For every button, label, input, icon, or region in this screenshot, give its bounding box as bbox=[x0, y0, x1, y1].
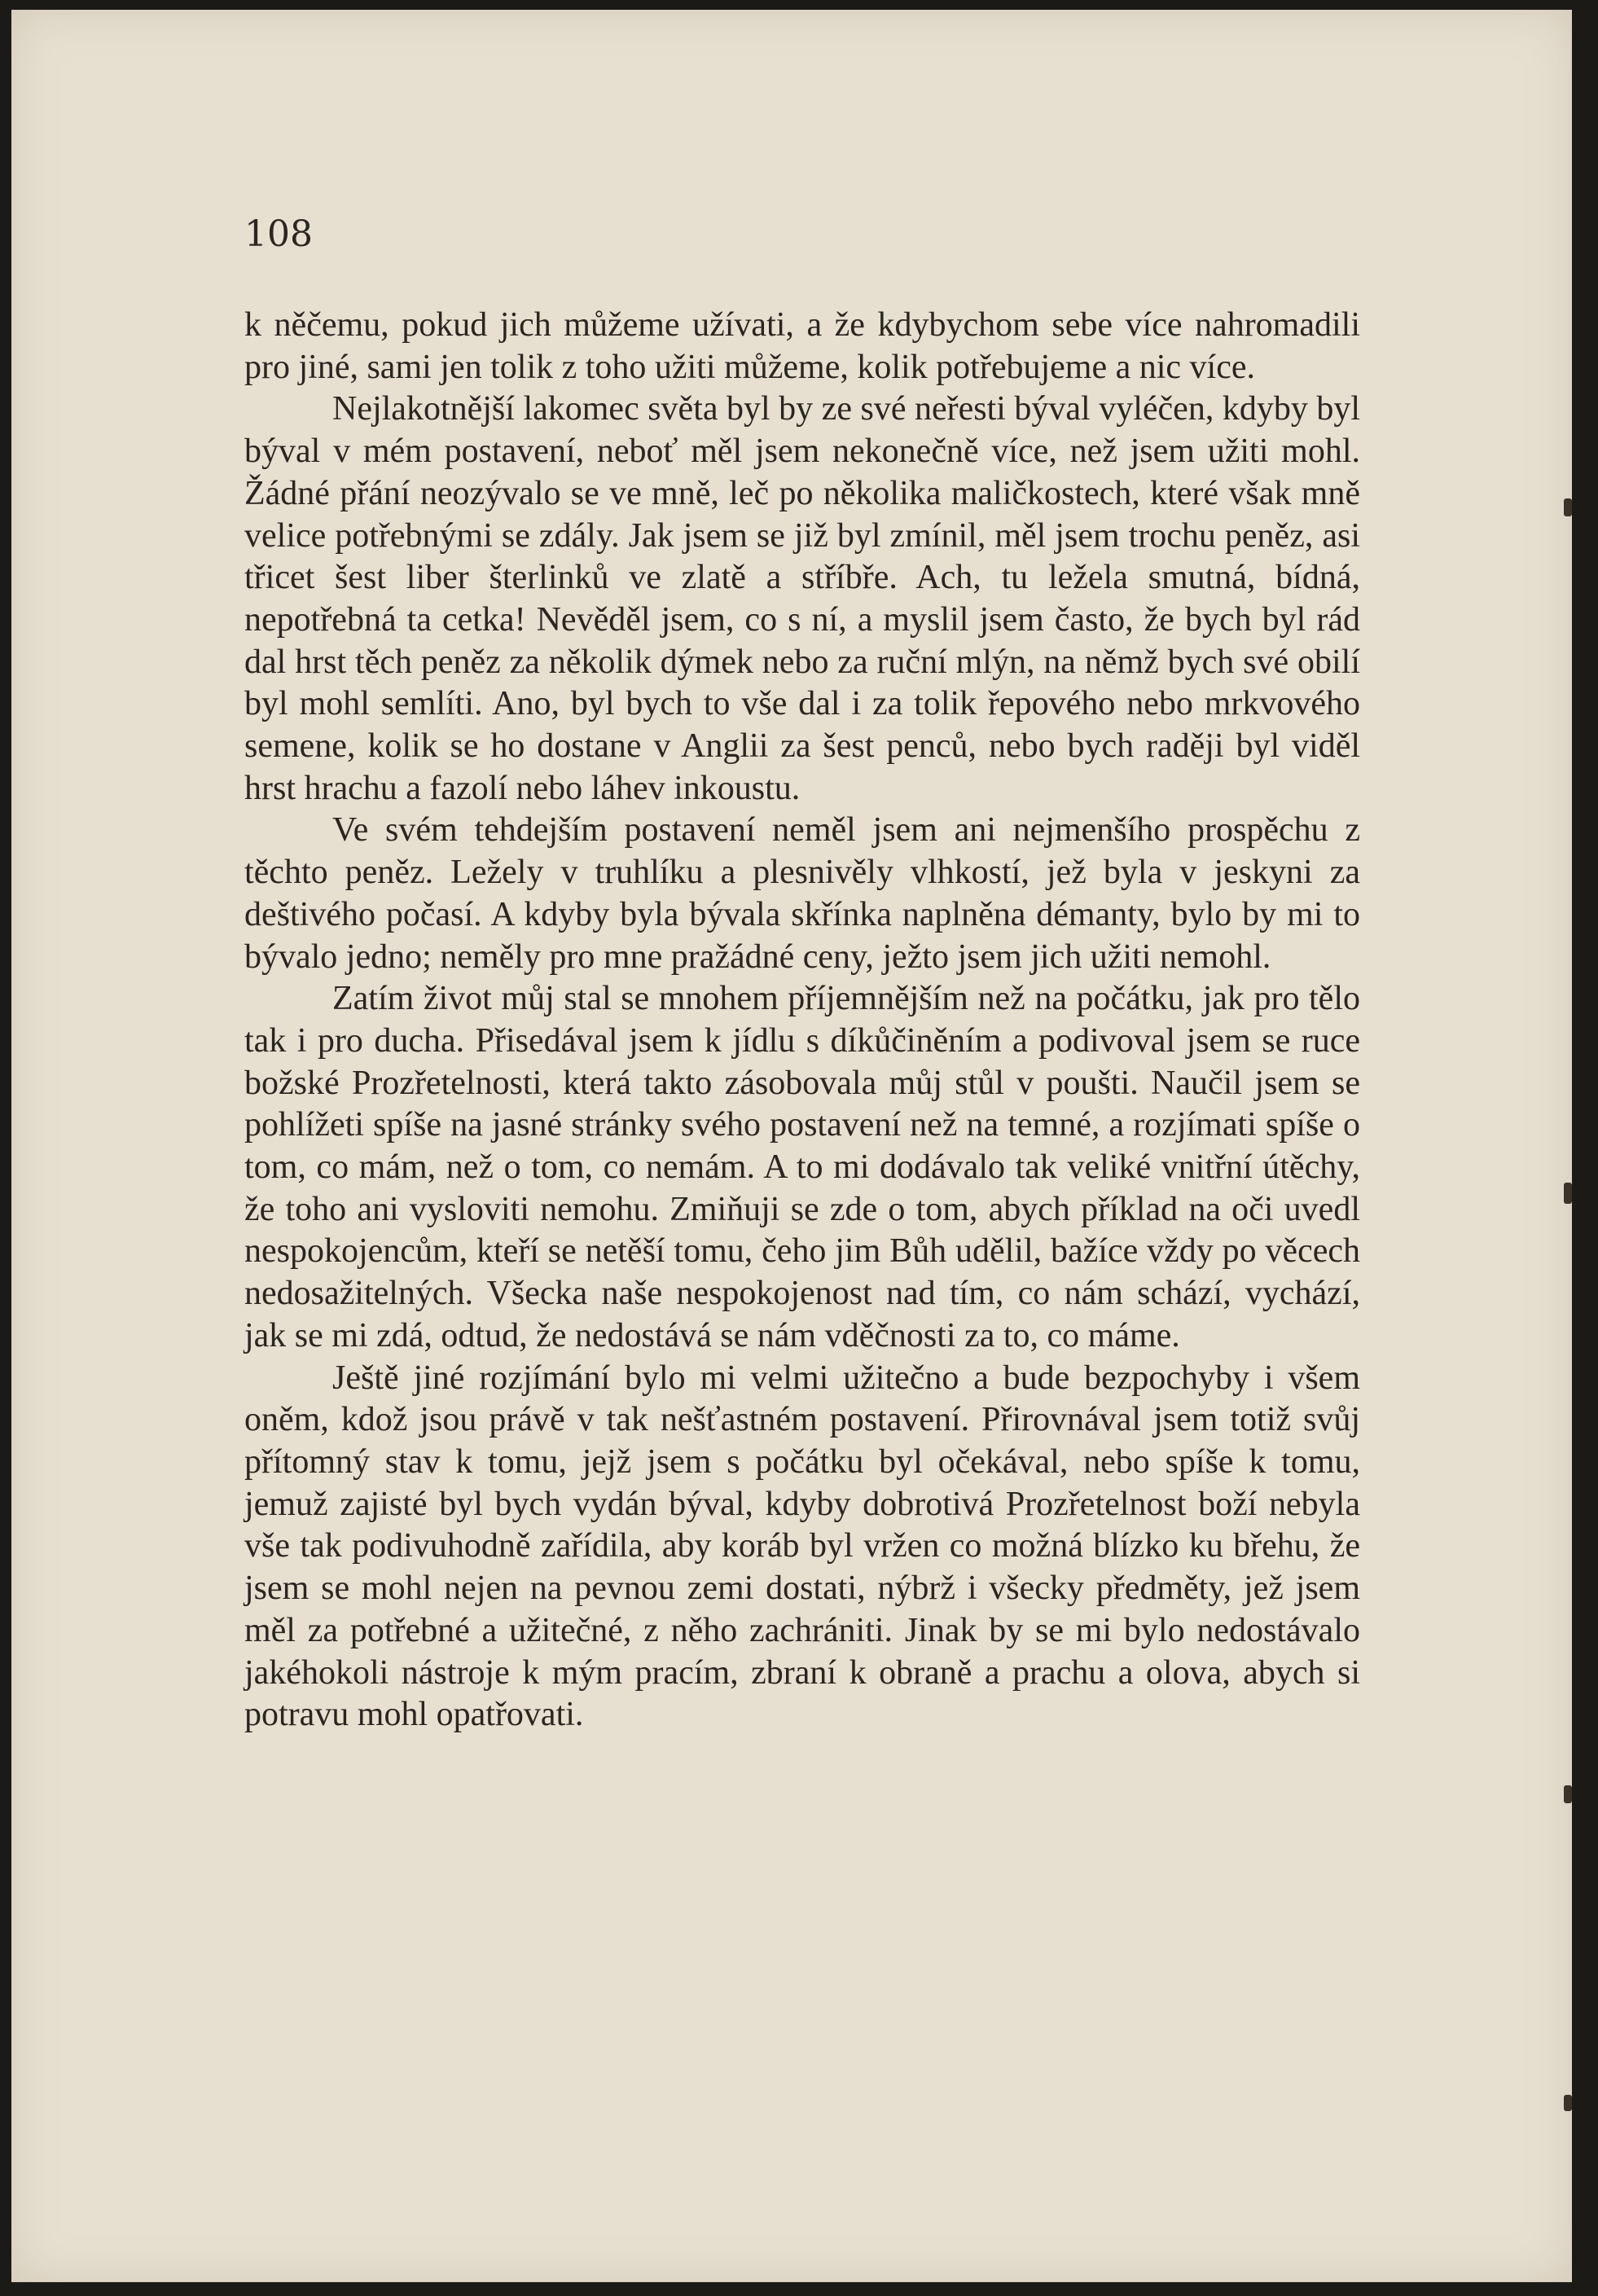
paragraph-1: k něčemu, pokud jich můžeme užívati, a že kdybychom sebe více nahromadili pro jiné, sami jen tolik z toho užiti můžeme, kolik potřebujeme a nic více. bbox=[244, 306, 1360, 386]
paragraph-4: Zatím život můj stal se mnohem příjemnějším než na počátku, jak pro tělo tak i pro ducha. Přisedával jsem k jídlu s díkůčiněním a podivoval jsem se ruce božské Prozřetelnosti, která takto zásobovala můj stůl v poušti. Naučil jsem se pohlížeti spíše na jasné stránky svého postavení než na temné, a rozjímati spíše o tom, co mám, než o tom, co nemám. A to mi dodávalo tak veliké vnitřní útěchy, že toho ani vysloviti nemohu. Zmiňuji se zde o tom, abych příklad na oči uvedl nespokojencům, kteří se netěší tomu, čeho jim Bůh udělil, bažíce vždy po věcech nedosažitelných. Všecka naše nespokojenost nad tím, co nám schází, vychází, jak se mi zdá, odtud, že nedostává se nám vděčnosti za to, co máme. bbox=[244, 980, 1360, 1354]
page-number: 108 bbox=[244, 213, 313, 255]
edge-mark bbox=[1564, 2095, 1572, 2111]
edge-mark bbox=[1564, 498, 1572, 516]
book-page bbox=[11, 10, 1572, 2282]
paragraph-5: Ještě jiné rozjímání bylo mi velmi užitečno a bude bezpochyby i všem oněm, kdož jsou právě v tak nešťastném postavení. Přirovnával jsem totiž svůj přítomný stav k tomu, jejž jsem s počátku byl očekával, nebo spíše k tomu, jemuž zajisté byl bych vydán býval, kdyby dobrotivá Prozřetelnost boží nebyla vše tak podivuhodně zařídila, aby koráb byl vržen co možná blízko ku břehu, že jsem se mohl nejen na pevnou zemi dostati, nýbrž i všecky předměty, jež jsem měl za potřebné a užitečné, z něho zachrániti. Jinak by se mi bylo nedostávalo jakéhokoli nástroje k mým pracím, zbraní k obraně a prachu a olova, abych si potravu mohl opatřovati. bbox=[244, 1359, 1360, 1734]
edge-mark bbox=[1564, 1785, 1572, 1803]
edge-mark bbox=[1564, 1183, 1572, 1204]
page-body bbox=[244, 305, 1360, 1736]
paragraph-2: Nejlakotnější lakomec světa byl by ze své neřesti býval vyléčen, kdyby byl býval v mém postavení, neboť měl jsem nekonečně více, než jsem užiti mohl. Žádné přání neozývalo se ve mně, leč po několika maličkostech, které však mně velice potřebnými se zdály. Jak jsem se již byl zmínil, měl jsem trochu peněz, asi třicet šest liber šterlinků ve zlatě a stříbře. Ach, tu ležela smutná, bídná, nepotřebná ta cetka! Nevěděl jsem, co s ní, a myslil jsem často, že bych byl rád dal hrst těch peněz za několik dýmek nebo za ruční mlýn, na němž bych své obilí byl mohl semlíti. Ano, byl bych to vše dal i za tolik řepového nebo mrkvového semene, kolik se ho dostane v Anglii za šest penců, nebo bych raději byl viděl hrst hrachu a fazolí nebo láhev inkoustu. bbox=[244, 390, 1360, 807]
paragraph-3: Ve svém tehdejším postavení neměl jsem ani nejmenšího prospěchu z těchto peněz. Ležely v truhlíku a plesnivěly vlhkostí, jež byla v jeskyni za deštivého počasí. A kdyby byla bývala skřínka naplněna démanty, bylo by mi to bývalo jedno; neměly pro mne pražádné ceny, ježto jsem jich užiti nemohl. bbox=[244, 811, 1360, 976]
